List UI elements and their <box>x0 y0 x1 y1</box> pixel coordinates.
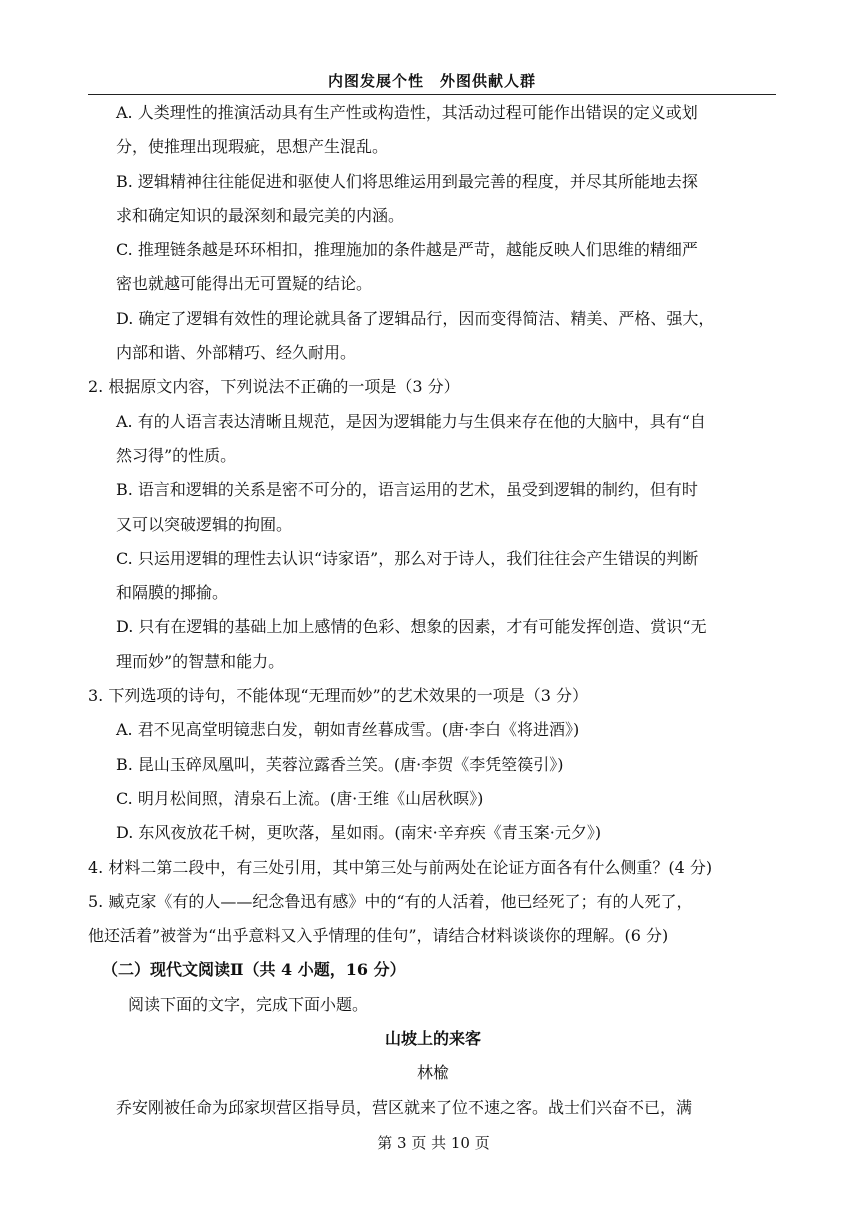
text-line: 4. 材料二第二段中，有三处引用，其中第三处与前两处在论证方面各有什么侧重？(4 分) <box>88 857 713 877</box>
text-line: 乔安刚被任命为邱家坝营区指导员，营区就来了位不速之客。战士们兴奋不已，满 <box>116 1097 693 1117</box>
header-divider <box>88 94 776 95</box>
page-header: 内图发展个性 外图供献人群 <box>327 72 536 90</box>
text-line: 5. 臧克家《有的人——纪念鲁迅有感》中的“有的人活着，他已经死了；有的人死了， <box>88 891 693 911</box>
text-line: A. 人类理性的推演活动具有生产性或构造性，其活动过程可能作出错误的定义或划 <box>116 103 698 122</box>
text-line: 阅读下面的文字，完成下面小题。 <box>128 994 369 1014</box>
text-line: B. 逻辑精神往往能促进和驱使人们将思维运用到最完善的程度，并尽其所能地去探 <box>116 171 698 191</box>
text-line: 然习得”的性质。 <box>116 445 237 465</box>
text-line: C. 只运用逻辑的理性去认识“诗家语”，那么对于诗人，我们往往会产生错误的判断 <box>116 548 699 568</box>
text-line: C. 推理链条越是环环相扣，推理施加的条件越是严苛，越能反映人们思维的精细严 <box>116 240 698 260</box>
text-line: 分，使推理出现瑕疵，思想产生混乱。 <box>116 137 389 157</box>
text-line: 3. 下列选项的诗句，不能体现“无理而妙”的艺术效果的一项是（3 分） <box>88 686 588 706</box>
text-line: 内部和谐、外部精巧、经久耐用。 <box>116 343 357 363</box>
text-line: B. 昆山玉碎凤凰叫，芙蓉泣露香兰笑。(唐·李贺《李凭箜篌引》) <box>116 754 564 774</box>
text-line: D. 东风夜放花千树，更吹落，星如雨。(南宋·辛弃疾《青玉案·元夕》) <box>116 823 602 843</box>
page-footer: 第 3 页 共 10 页 <box>377 1134 490 1152</box>
text-line: C. 明月松间照，清泉石上流。(唐·王维《山居秋暝》) <box>116 788 484 808</box>
text-line: 2. 根据原文内容，下列说法不正确的一项是（3 分） <box>88 377 460 397</box>
text-line: 又可以突破逻辑的拘囿。 <box>116 514 293 534</box>
text-line: D. 确定了逻辑有效性的理论就具备了逻辑品行，因而变得简洁、精美、严格、强大， <box>116 308 715 328</box>
text-line: 和隔膜的揶揄。 <box>116 583 229 603</box>
text-line: 密也就越可能得出无可置疑的结论。 <box>116 274 373 294</box>
document-body <box>88 96 778 1125</box>
text-line: 理而妙”的智慧和能力。 <box>116 651 285 671</box>
text-line: 他还活着”被誉为“出乎意料又入乎情理的佳句”，请结合材料谈谈你的理解。(6 分) <box>88 926 669 946</box>
text-line: A. 君不见高堂明镜悲白发，朝如青丝暮成雪。(唐·李白《将进酒》) <box>116 720 580 740</box>
text-line: 林楡 <box>416 1063 449 1083</box>
text-line: A. 有的人语言表达清晰且规范，是因为逻辑能力与生俱来存在他的大脑中，具有“自 <box>116 411 706 431</box>
text-line: D. 只有在逻辑的基础上加上感情的色彩、想象的因素，才有可能发挥创造、赏识“无 <box>116 617 707 637</box>
text-line: 求和确定知识的最深刻和最完美的内涵。 <box>116 205 405 225</box>
text-line: 山坡上的来客 <box>384 1029 481 1049</box>
text-line: （二）现代文阅读Ⅱ（共 4 小题，16 分） <box>102 960 406 980</box>
text-line: B. 语言和逻辑的关系是密不可分的，语言运用的艺术，虽受到逻辑的制约，但有时 <box>116 480 698 500</box>
